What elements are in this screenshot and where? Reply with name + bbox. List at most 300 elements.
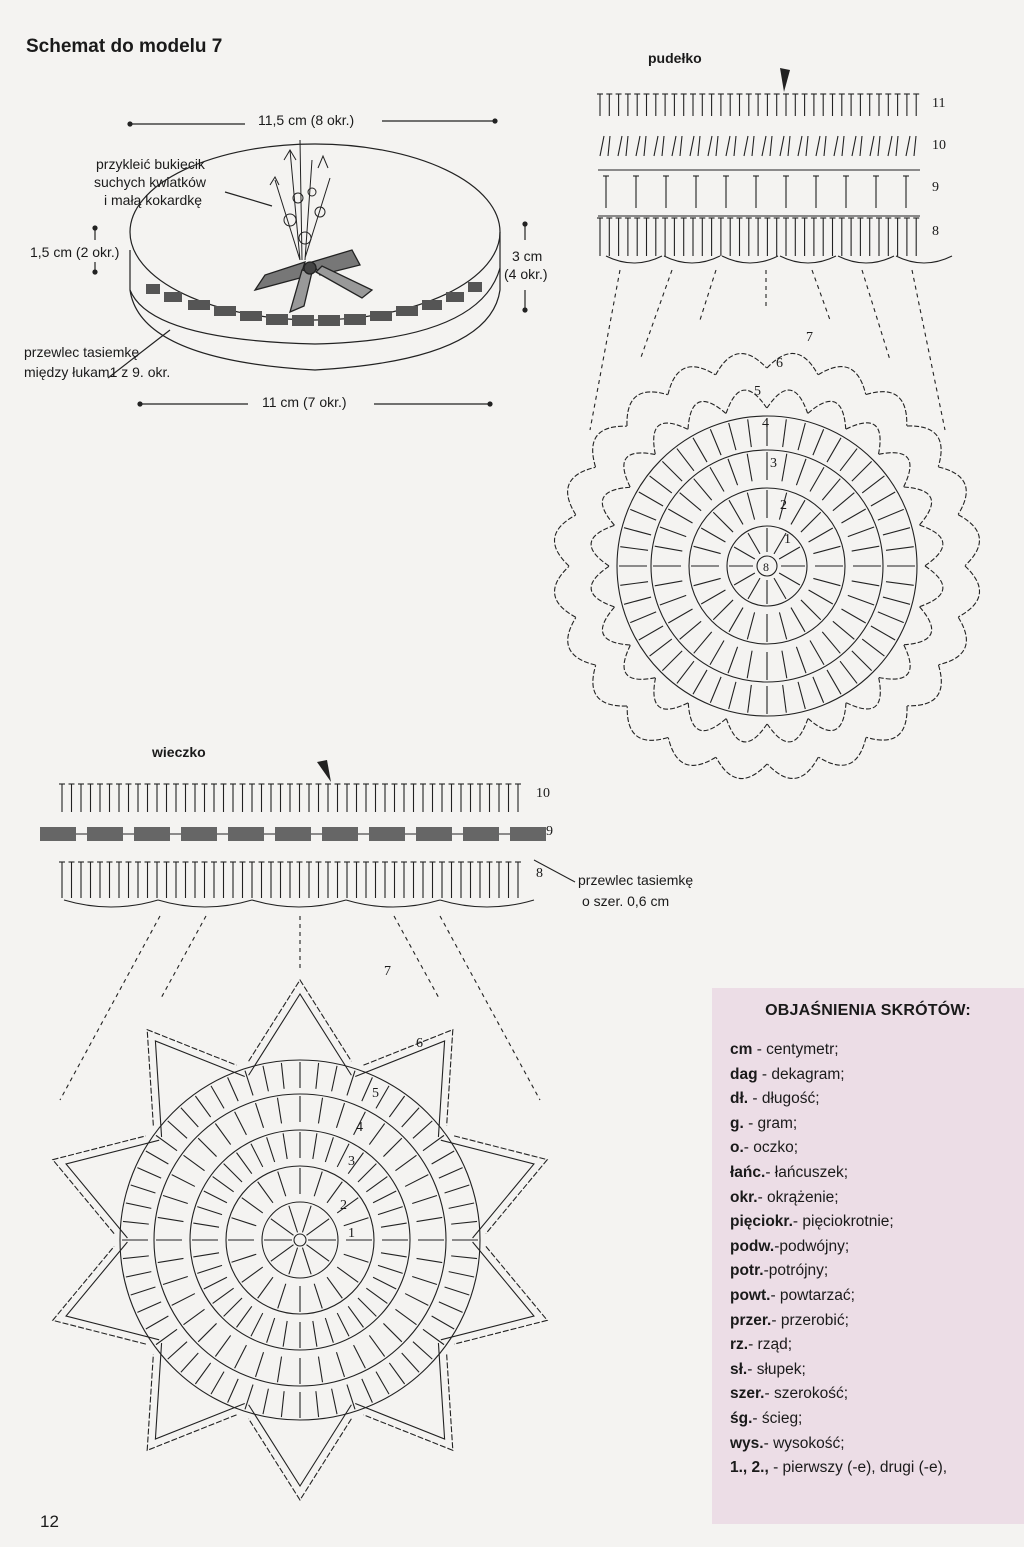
stitch-mark — [439, 1168, 463, 1179]
chain-arc — [818, 367, 865, 395]
legend-item — [730, 1284, 947, 1309]
ribbon-slot — [322, 827, 358, 841]
chain-arc — [568, 467, 596, 514]
legend-abbr: 1., 2., — [730, 1459, 769, 1477]
stitch-mark — [694, 546, 721, 553]
box-stitch-chart — [590, 94, 952, 430]
stitch-mark — [362, 1077, 373, 1101]
stitch-mark — [654, 136, 664, 156]
stitch-mark — [256, 1103, 264, 1128]
stitch-mark — [833, 621, 854, 639]
stitch-mark — [677, 449, 694, 471]
stitch-mark — [827, 670, 841, 694]
stitch-mark — [316, 1391, 319, 1417]
legend-item — [730, 1087, 947, 1112]
stitch-mark — [369, 1335, 384, 1356]
stitch-mark — [810, 467, 824, 491]
stitch-mark — [713, 600, 733, 620]
stitch-mark — [801, 600, 821, 620]
legend-item — [730, 1259, 947, 1284]
ribbon-slot — [369, 827, 405, 841]
stitch-mark — [451, 1256, 477, 1259]
stitch-mark — [813, 578, 840, 585]
stitch-mark — [158, 1217, 184, 1221]
legend-desc: - powtarzać; — [770, 1286, 855, 1304]
stitch-mark — [306, 1219, 329, 1235]
stitch-mark — [870, 136, 880, 156]
stitch-mark — [813, 429, 824, 455]
stitch-mark — [302, 1248, 311, 1275]
stitch-mark — [306, 1245, 329, 1261]
chain-arc — [846, 423, 880, 454]
legend-item — [730, 1210, 947, 1235]
stitch-mark — [271, 1245, 294, 1261]
stitch-mark — [791, 500, 805, 524]
bow-icon — [255, 250, 372, 312]
legend-abbr: powt. — [730, 1286, 771, 1304]
petal — [454, 1246, 547, 1344]
legend-abbr: łańc. — [730, 1163, 766, 1181]
chain-arc — [554, 515, 575, 566]
stitch-mark — [126, 1203, 151, 1208]
chain-arc — [958, 515, 979, 566]
stitch-mark — [852, 651, 872, 671]
chain-arc — [780, 256, 836, 263]
ribbon-slot — [463, 827, 499, 841]
chain-arc — [555, 566, 576, 617]
petal — [53, 1136, 146, 1234]
stitch-mark — [796, 459, 806, 485]
row-number: 9 — [932, 180, 939, 195]
stitch-mark — [267, 1137, 275, 1162]
box-chart-label: pudełko — [648, 50, 702, 66]
stitch-mark — [235, 1112, 247, 1135]
stitch-mark — [796, 647, 806, 673]
stitch-mark — [690, 136, 700, 156]
stitch-mark — [871, 492, 895, 506]
stitch-mark — [412, 1196, 437, 1204]
stitch-mark — [198, 1323, 216, 1341]
legend-abbr: dł. — [730, 1090, 749, 1108]
stitch-mark — [318, 1357, 322, 1383]
stitch-mark — [172, 1175, 195, 1187]
stitch-mark — [232, 1254, 257, 1262]
stitch-mark — [389, 1096, 404, 1117]
stitch-mark — [726, 136, 736, 156]
stitch-mark — [289, 1206, 298, 1233]
stitch-mark — [258, 1277, 273, 1298]
chain-arc — [568, 618, 596, 665]
legend-item — [730, 1186, 947, 1211]
stitch-mark — [146, 1151, 169, 1164]
legend-abbr: okr. — [730, 1188, 758, 1206]
stitch-mark — [289, 1248, 298, 1275]
stitch-mark — [694, 578, 721, 585]
stitch-mark — [662, 651, 682, 671]
stitch-mark — [852, 136, 862, 156]
legend-item — [730, 1456, 947, 1481]
stitch-mark — [237, 1306, 252, 1327]
legend-item — [730, 1235, 947, 1260]
ring — [190, 1130, 410, 1350]
round-number: 4 — [762, 416, 769, 431]
chain-arc — [726, 719, 767, 742]
round-number: 1 — [784, 532, 791, 547]
stitch-mark — [181, 1108, 198, 1127]
legend-desc: - okrążenie; — [757, 1188, 839, 1206]
stitch-mark — [852, 546, 880, 551]
stitch-mark — [224, 1164, 242, 1182]
stitch-mark — [906, 136, 916, 156]
round-number: 6 — [776, 356, 783, 371]
stitch-mark — [251, 1144, 263, 1167]
stitch-mark — [871, 626, 895, 640]
stitch-mark — [620, 582, 648, 586]
lid-chart-label: wieczko — [152, 744, 206, 760]
petal — [249, 980, 352, 1061]
legend-abbr: podw. — [730, 1237, 775, 1255]
stitch-mark — [810, 640, 824, 664]
stitch-mark — [710, 677, 721, 703]
stitch-mark — [878, 612, 904, 623]
stitch-mark — [156, 1135, 177, 1150]
stitch-mark — [809, 590, 833, 604]
legend-abbr: szer. — [730, 1385, 765, 1403]
stitch-mark — [381, 1223, 407, 1227]
ring — [294, 1234, 306, 1246]
stitch-mark — [332, 1066, 337, 1091]
stitch-mark — [655, 581, 683, 586]
stitch-mark — [439, 1302, 463, 1313]
chain-arc — [252, 900, 346, 907]
legend-desc: - ścieg; — [752, 1409, 803, 1427]
legend-abbr: pięciokr. — [730, 1213, 793, 1231]
stitch-mark — [213, 1288, 234, 1303]
stitch-mark — [729, 423, 736, 450]
right-height-label-rounds: (4 okr.) — [504, 266, 548, 282]
stitch-mark — [729, 500, 743, 524]
legend-abbr: cm — [730, 1041, 753, 1058]
page-title: Schemat do modelu 7 — [26, 36, 223, 57]
stitch-mark — [215, 1124, 230, 1145]
stitch-mark — [163, 1276, 188, 1284]
stitch-mark — [278, 1284, 286, 1309]
stitch-mark — [680, 493, 701, 511]
chain-arc — [688, 401, 726, 429]
stitch-mark — [728, 459, 738, 485]
legend-item — [730, 1358, 947, 1383]
legend-title: OBJAŚNIENIA SKRÓTÓW: — [765, 1002, 971, 1019]
stitch-mark — [710, 640, 724, 664]
chain-arc — [767, 757, 818, 778]
legend-item — [730, 1112, 947, 1137]
start-marker-icon — [317, 760, 331, 782]
stitch-mark — [389, 1363, 404, 1384]
stitch-mark — [271, 1219, 294, 1235]
stitch-mark — [449, 1203, 474, 1208]
stitch-mark — [782, 454, 787, 482]
stitch-mark — [316, 1063, 319, 1089]
ribbon-slot — [510, 827, 546, 841]
lid-ribbon-note-line2: o szer. 0,6 cm — [582, 893, 670, 909]
legend-abbr: śg. — [730, 1409, 753, 1427]
stitch-mark — [624, 528, 651, 535]
stitch-mark — [655, 546, 683, 551]
stitch-mark — [263, 1389, 268, 1414]
stitch-mark — [833, 493, 854, 511]
stitch-mark — [184, 1309, 205, 1324]
stitch-mark — [840, 661, 857, 683]
stitch-mark — [729, 608, 743, 632]
stitch-mark — [747, 454, 752, 482]
round-number: 7 — [806, 330, 813, 345]
stitch-mark — [405, 1294, 428, 1306]
legend-item — [730, 1161, 947, 1186]
chain-arc — [904, 487, 932, 525]
stitch-mark — [729, 682, 736, 709]
stitch-mark — [834, 136, 844, 156]
row-number: 10 — [536, 786, 550, 801]
chain-arc — [866, 706, 907, 740]
chain-arc — [767, 719, 808, 742]
right-height-label: 3 cm — [512, 248, 543, 264]
guide-line — [812, 270, 830, 320]
stitch-mark — [197, 1265, 222, 1273]
stitch-mark — [710, 467, 724, 491]
stitch-mark — [618, 136, 628, 156]
legend-desc: - centymetr; — [752, 1041, 839, 1058]
ribbon-slot — [228, 827, 264, 841]
stitch-mark — [267, 1318, 275, 1343]
stitch-mark — [680, 621, 701, 639]
stitch-mark — [126, 1272, 151, 1277]
round-number: 2 — [340, 1198, 347, 1213]
stitch-mark — [630, 612, 656, 623]
stitch-mark — [354, 1345, 366, 1368]
flower-bouquet-icon — [270, 140, 330, 260]
legend-abbr: rz. — [730, 1336, 749, 1354]
chain-arc — [904, 607, 932, 645]
stitch-mark — [827, 438, 841, 462]
stitch-mark — [366, 1177, 387, 1192]
stitch-mark — [195, 1096, 210, 1117]
legend-item — [730, 1432, 947, 1457]
chain-arc — [879, 453, 910, 487]
legend-desc: - wysokość; — [763, 1434, 845, 1452]
stitch-mark — [373, 1191, 396, 1203]
legend-item — [730, 1333, 947, 1358]
stitch-mark — [886, 582, 914, 586]
petal — [454, 1136, 547, 1234]
stitch-mark — [798, 682, 805, 709]
legend-desc: - rząd; — [748, 1336, 793, 1354]
chain-arc — [602, 607, 630, 645]
stitch-mark — [242, 1267, 263, 1282]
stitch-mark — [313, 1133, 317, 1159]
stitch-mark — [348, 1306, 363, 1327]
stitch-mark — [413, 1342, 432, 1359]
chain-arc — [688, 703, 726, 731]
stitch-mark — [336, 1352, 344, 1377]
stitch-mark — [131, 1185, 156, 1193]
stitch-mark — [841, 509, 865, 523]
round-number: 7 — [384, 964, 391, 979]
ribbon-slot — [134, 827, 170, 841]
stitch-mark — [816, 136, 826, 156]
stitch-mark — [708, 136, 718, 156]
chain-arc — [593, 665, 627, 706]
stitch-mark — [402, 1353, 419, 1372]
stitch-mark — [762, 136, 772, 156]
stitch-mark — [232, 1218, 257, 1226]
guide-line — [912, 270, 945, 430]
round-number: 4 — [356, 1120, 363, 1135]
chain-arc — [654, 678, 688, 709]
stitch-mark — [701, 528, 725, 542]
stitch-mark — [263, 1066, 268, 1091]
stitch-mark — [650, 476, 672, 493]
stitch-mark — [314, 1172, 322, 1197]
legend-abbr: sł. — [730, 1360, 748, 1378]
stitch-mark — [883, 528, 910, 535]
lid-stitch-chart — [40, 784, 546, 1100]
chain-arc — [664, 256, 720, 263]
legend-desc: - szerokość; — [764, 1385, 849, 1403]
stitch-mark — [445, 1287, 470, 1295]
stitch-mark — [358, 1164, 376, 1182]
stitch-mark — [886, 547, 914, 551]
legend-item — [730, 1382, 947, 1407]
stitch-mark — [639, 492, 663, 506]
stitch-mark — [694, 632, 712, 653]
chain-arc — [808, 703, 846, 731]
chain-arc — [668, 738, 715, 766]
stitch-mark — [146, 1316, 169, 1329]
bouquet-note-line1: przykleić bukiecik — [96, 156, 205, 172]
stitch-mark — [302, 1206, 311, 1233]
round-number: 3 — [770, 456, 777, 471]
guide-line — [700, 270, 716, 320]
stitch-mark — [660, 595, 686, 605]
stitch-mark — [813, 546, 840, 553]
guide-line — [862, 270, 890, 360]
legend-item — [730, 1309, 947, 1334]
petal — [249, 1419, 352, 1500]
stitch-mark — [677, 661, 694, 683]
legend-abbr: dag — [730, 1065, 758, 1083]
stitch-mark — [852, 581, 880, 586]
stitch-mark — [251, 1313, 263, 1336]
stitch-mark — [693, 438, 707, 462]
chain-arc — [920, 525, 943, 566]
stitch-mark — [376, 1372, 389, 1395]
stitch-mark — [660, 527, 686, 537]
round-number: 1 — [348, 1226, 355, 1241]
stitch-mark — [809, 528, 833, 542]
stitch-mark — [417, 1217, 443, 1221]
legend-desc: - słupek; — [747, 1360, 806, 1378]
legend-desc: - długość; — [748, 1090, 820, 1108]
stitch-mark — [278, 1172, 286, 1197]
chain-arc — [158, 900, 252, 907]
chain-arc — [668, 367, 715, 395]
round-number: 6 — [416, 1036, 423, 1051]
abbreviations-legend — [712, 988, 1024, 1524]
stitch-mark — [168, 1121, 187, 1138]
stitch-mark — [123, 1256, 149, 1259]
chain-arc — [624, 453, 655, 487]
chain-arc — [838, 256, 894, 263]
legend-item — [730, 1063, 947, 1088]
stitch-mark — [378, 1207, 403, 1215]
chain-arc — [907, 665, 941, 706]
stitch-mark — [747, 612, 754, 639]
stitch-mark — [432, 1316, 455, 1329]
stitch-mark — [366, 1288, 387, 1303]
stitch-mark — [747, 493, 754, 520]
stitch-mark — [423, 1329, 444, 1344]
stitch-mark — [813, 677, 824, 703]
stitch-mark — [131, 1287, 156, 1295]
stitch-mark — [325, 1318, 333, 1343]
page-number: 12 — [40, 1512, 59, 1531]
stitch-mark — [783, 685, 787, 713]
stitch-mark — [841, 609, 865, 623]
stitch-mark — [163, 1196, 188, 1204]
stitch-mark — [862, 639, 884, 656]
ribbon-slot — [181, 827, 217, 841]
stitch-mark — [277, 1098, 281, 1124]
stitch-mark — [213, 1177, 234, 1192]
stitch-mark — [327, 1277, 342, 1298]
stitch-mark — [694, 479, 712, 500]
chain-arc — [624, 645, 655, 679]
stitch-mark — [782, 651, 787, 679]
legend-desc: - łańcuszek; — [765, 1163, 849, 1181]
stitch-mark — [862, 476, 884, 493]
stitch-mark — [417, 1258, 443, 1262]
legend-desc: -potrójny; — [763, 1262, 829, 1280]
stitch-mark — [668, 609, 692, 623]
stitch-mark — [852, 461, 872, 481]
chain-arc — [896, 256, 952, 263]
stitch-mark — [193, 1253, 219, 1257]
stitch-mark — [314, 1284, 322, 1309]
stitch-mark — [313, 1321, 317, 1347]
chain-arc — [958, 566, 979, 617]
guide-line — [640, 270, 672, 360]
stitch-mark — [405, 1175, 428, 1187]
stitch-mark — [337, 1267, 358, 1282]
stitch-mark — [783, 419, 787, 447]
stitch-mark — [636, 136, 646, 156]
legend-abbr: o. — [730, 1139, 744, 1157]
chain-arc — [866, 392, 907, 426]
stitch-mark — [840, 449, 857, 471]
legend-desc: - pierwszy (-e), drugi (-e), — [768, 1459, 948, 1477]
stitch-mark — [780, 136, 790, 156]
stitch-mark — [168, 1342, 187, 1359]
round-number: 8 — [763, 560, 769, 574]
stitch-mark — [158, 1258, 184, 1262]
chain-arc — [591, 525, 614, 566]
stitch-mark — [184, 1155, 205, 1170]
round-number: 2 — [780, 498, 787, 513]
stitch-mark — [710, 429, 721, 455]
stitch-mark — [381, 1253, 407, 1257]
chain-arc — [879, 645, 910, 679]
stitch-mark — [211, 1372, 224, 1395]
